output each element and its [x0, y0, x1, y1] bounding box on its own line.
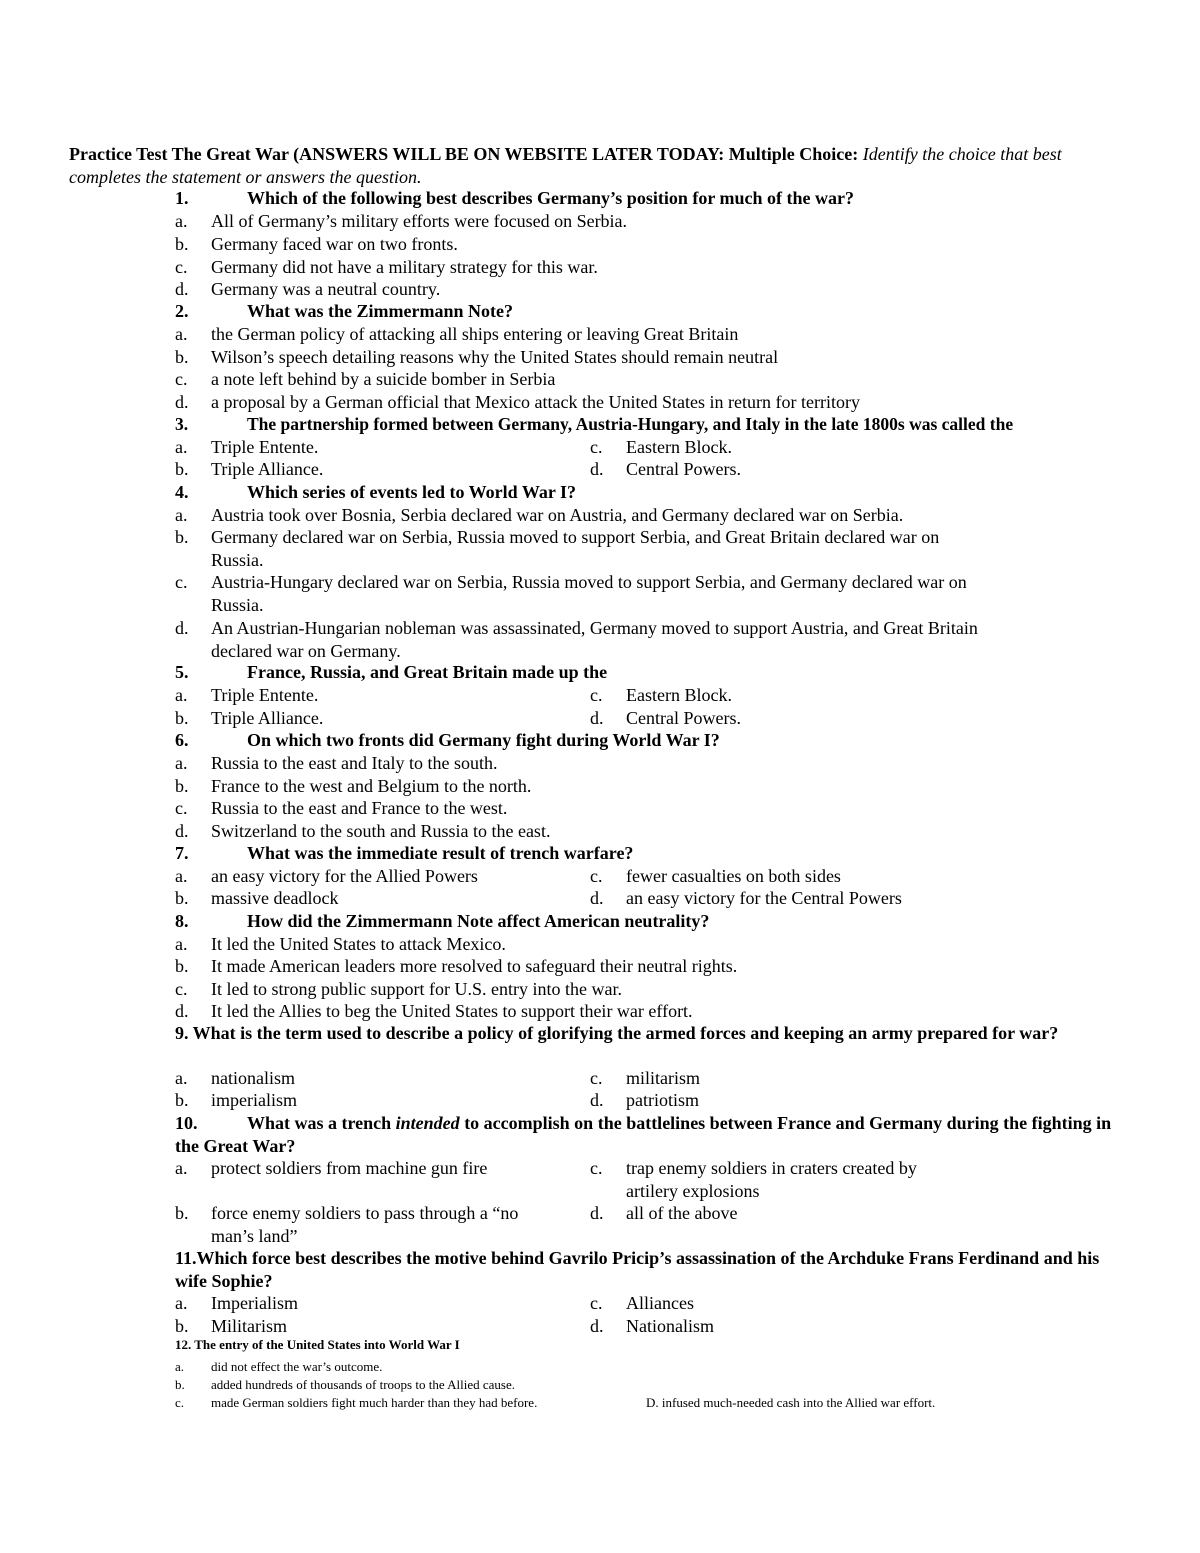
question-5 — [175, 661, 607, 683]
question-number: 1. — [175, 188, 189, 208]
document-page: Practice Test The Great War (ANSWERS WILL BE ON WEBSITE LATER TODAY: Multiple Choice: Identify the choice that best completes the statement or answers the question. 1. Which of the following best describes Germany’s position for much of the war? a. All of Germany’s military efforts were focused on Serbia. b. Germany faced war on two fronts. c. Germany did not have a military strategy for this war. d. Germany was a neutral country. 2. What was the Zimmermann Note? a. the German policy of attacking all ships entering or leaving Great Britain b. Wilson’s speech detailing reasons why the United States should remain neutral c. a note left behind by a suicide bomber in Serbia d. a proposal by a German official that Mexico attack the United States in return for territory 3. The partnership formed between Germany, Austria-Hungary, and Italy in the late 1800s was called the a. Triple Entente. c. Eastern Block. b. Triple Alliance. d. Central Powers. 4. Which series of events led to World War I? a. Austria took over Bosnia, Serbia declared war on Austria, and Germany declared war on Serbia. b. Germany declared war on Serbia, Russia moved to support Serbia, and Great Britain declared war on Russia. c. Austria-Hungary declared war on Serbia, Russia moved to support Serbia, and Germany declared war on Russia. d. An Austrian-Hungarian nobleman was assassinated, Germany moved to support Austria, and Great Britain declared war on Germany. 5. France, Russia, and Great Britain made up the a. Triple Entente. c. Eastern Block. b. Triple Alliance. d. Central Powers. 6. On which two fronts did Germany fight during World War I? a. Russia to the east and Italy to the south. b. France to the west and Belgium to the north. c. Russia to the east and France to the west. d. Switzerland to the south and Russia to the east. 7. What was the immediate result of trench warfare? a. an easy victory for the Allied Powers c. fewer casualties on both sides b. massive deadlock d. an easy victory for the Central Powers 8. How did the Zimmermann Note affect American neutrality? a. It led the United States to attack Mexico. b. It made American leaders more resolved to safeguard their neutral rights. c. It led to strong public support for U.S. entry into the war. d. It led the Allies to beg the United States to support their war effort. 9. What is the term used to describe a policy of glorifying the armed forces and keeping an army prepared for war? a. nationalism c. militarism b. imperialism d. patriotism 10. What was a trench intended to accomplish on the battlelines between France and Germany during the fighting in the Great War? a. protect soldiers from machine gun fire c. trap enemy soldiers in craters created by artilery explosions b. force enemy soldiers to pass through a “no man’s land” d. all of the above 11.Which force best describes the motive behind Gavrilo Pricip’s assassination of the Archduke Frans Ferdinand and his wife Sophie? a. Imperialism c. Alliances b. Militarism d. Nationalism 12. The entry of the United States into World War I a. did not effect the war’s outcome. b. added hundreds of thousands of troops to the Allied cause. c. made German soldiers fight much harder than they had before. D. infused much-needed cash into the Allied war effort. — [0, 0, 1200, 1553]
question-text-end: to accomplish on the battlelines between France and Germany during the fighting in the Great War? — [175, 1113, 1112, 1156]
question-2 — [175, 300, 513, 322]
question-3 — [175, 413, 1013, 435]
question-7 — [175, 842, 633, 864]
question-10 — [175, 1112, 1115, 1157]
question-number: 6. — [175, 730, 189, 750]
test-instructions: Identify the choice that best completes the statement or answers the question. — [69, 144, 1062, 187]
question-text: How did the Zimmermann Note affect American neutrality? — [247, 911, 710, 931]
question-number: 3. — [175, 414, 189, 434]
question-text: Which of the following best describes Germany’s position for much of the war? — [247, 188, 854, 208]
q12-option-d: D. infused much-needed cash into the Allied war effort. — [646, 1395, 936, 1410]
question-text-emphasis: intended — [395, 1113, 460, 1133]
question-text: Which series of events led to World War I? — [247, 482, 577, 502]
question-8 — [175, 910, 709, 932]
question-text: What was the Zimmermann Note? — [247, 301, 513, 321]
question-4 — [175, 481, 576, 503]
question-number: 10. — [175, 1113, 198, 1133]
question-1 — [175, 187, 854, 209]
question-text: On which two fronts did Germany fight during World War I? — [247, 730, 720, 750]
question-9: 9. What is the term used to describe a policy of glorifying the armed forces and keeping an army prepared for war? — [175, 1023, 1059, 1043]
question-text: What was the immediate result of trench warfare? — [247, 843, 634, 863]
question-text-start: What was a trench — [247, 1113, 396, 1133]
question-11: 11.Which force best describes the motive behind Gavrilo Pricip’s assassination of the Archduke Frans Ferdinand and his wife Sophie? — [175, 1248, 1100, 1291]
question-text: France, Russia, and Great Britain made up the — [247, 662, 608, 682]
question-number: 5. — [175, 662, 189, 682]
test-header — [69, 143, 1129, 188]
test-title: Practice Test The Great War (ANSWERS WILL BE ON WEBSITE LATER TODAY: Multiple Choice: — [69, 144, 859, 164]
question-number: 2. — [175, 301, 189, 321]
question-12: 12. The entry of the United States into World War I — [175, 1337, 460, 1352]
question-number: 4. — [175, 482, 189, 502]
question-text: The partnership formed between Germany, Austria-Hungary, and Italy in the late 1800s was called the — [247, 414, 1014, 434]
question-number: 8. — [175, 911, 189, 931]
question-6 — [175, 729, 720, 751]
question-number: 7. — [175, 843, 189, 863]
